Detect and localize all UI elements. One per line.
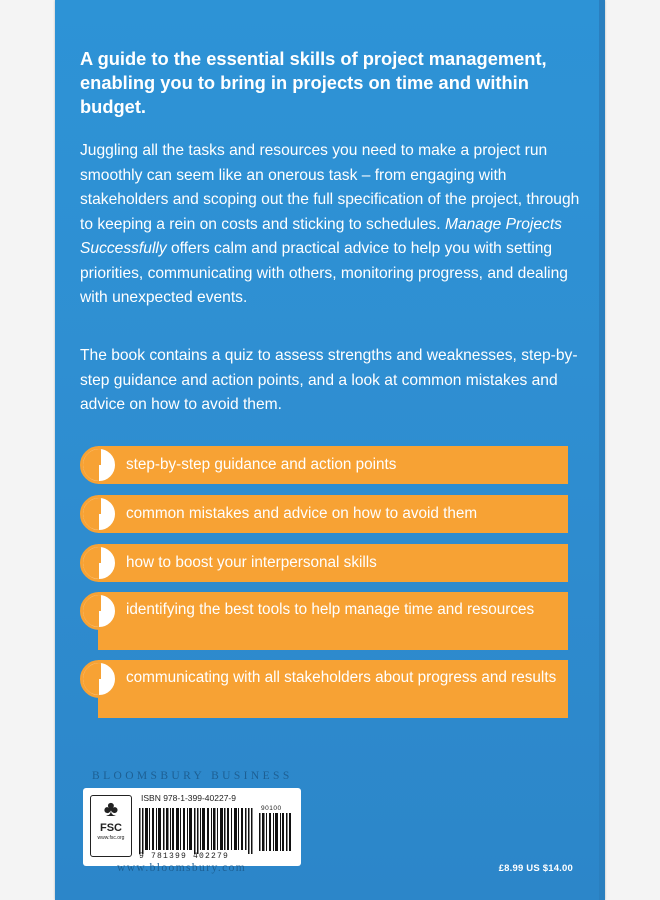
feature-bar (98, 446, 568, 484)
back-cover (55, 0, 605, 900)
isbn-text: ISBN 978-1-399-40227-9 (141, 793, 236, 803)
barcode-digits: 9 781399 402279 (139, 852, 230, 861)
half-circle-bullet-icon (80, 592, 118, 630)
blurb-paragraph-2: The book contains a quiz to assess strengths and weaknesses, step-by-step guidance and action points, and a look at common mistakes and advice on how to avoid them. (80, 347, 578, 413)
half-circle-bullet-icon (80, 544, 118, 582)
blurb-text-start: Juggling all the tasks and resources you need to make a project run smoothly can seem like an onerous task – from engaging with stakeholders and scoping out the full specification of the project, through to keeping a rein on costs and sticking to schedules. (80, 142, 580, 233)
fsc-url: www.fsc.org (97, 835, 125, 841)
spine-edge (599, 0, 605, 900)
feature-bar (98, 495, 568, 533)
price: £8.99 US $14.00 (498, 863, 573, 874)
blurb-paragraph-1 (80, 139, 590, 311)
publisher-imprint: BLOOMSBURY BUSINESS (92, 770, 293, 782)
feature-bar (98, 544, 568, 582)
feature-text: how to boost your interpersonal skills (126, 554, 377, 571)
half-circle-bullet-icon (80, 446, 118, 484)
website: www.bloomsbury.com (117, 862, 247, 874)
price-code: 90100 (261, 805, 282, 812)
barcode-icon (139, 808, 256, 854)
feature-bar (98, 592, 568, 650)
fsc-logo-icon (90, 795, 132, 857)
fsc-label: FSC (100, 822, 122, 834)
feature-bar (98, 660, 568, 718)
half-circle-bullet-icon (80, 660, 118, 698)
tagline: A guide to the essential skills of project management, enabling you to bring in projects on time and within budget. (80, 48, 547, 117)
half-circle-bullet-icon (80, 495, 118, 533)
blurb-text-end: offers calm and practical advice to help you with setting priorities, communicating with others, monitoring progress, and dealing with unexpected events. (80, 240, 568, 306)
feature-text: common mistakes and advice on how to avoid them (126, 505, 478, 522)
book-title-inline: Manage Projects Successfully (80, 215, 562, 257)
feature-text: step-by-step guidance and action points (126, 456, 397, 473)
price-barcode-icon (259, 813, 291, 851)
feature-text: communicating with all stakeholders about progress and results (126, 669, 557, 686)
barcode-panel (83, 788, 301, 866)
feature-text: identifying the best tools to help manage time and resources (126, 601, 535, 618)
tree-icon: ♣ (103, 796, 119, 821)
